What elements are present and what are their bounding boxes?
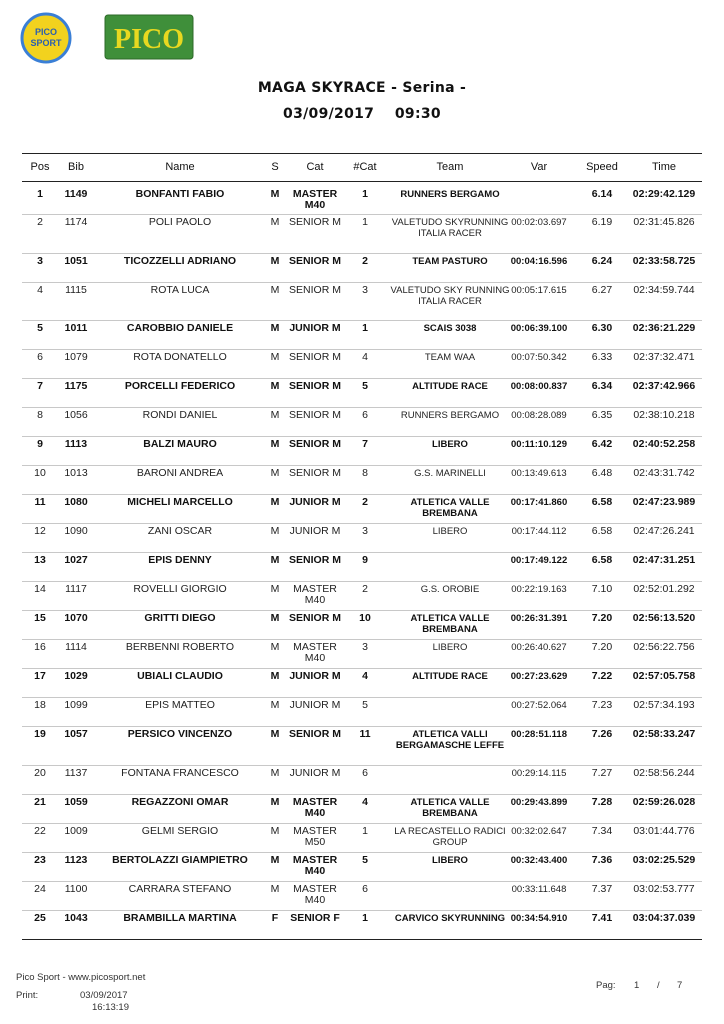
cell-pos: 5	[37, 322, 43, 334]
cell-s: F	[271, 912, 279, 924]
footer-page-label: Pag:	[596, 980, 616, 991]
cell-bib: 1174	[64, 216, 88, 228]
cell-ncat: 6	[362, 767, 368, 779]
cell-var: 00:05:17.615	[511, 285, 567, 296]
cell-pos: 11	[34, 496, 46, 508]
cell-team: VALETUDO SKY RUNNING ITALIA RACER	[390, 285, 510, 307]
cell-s: M	[270, 409, 280, 421]
table-row	[22, 697, 702, 727]
cell-pos: 3	[37, 255, 43, 267]
cell-time: 03:02:25.529	[632, 854, 696, 866]
cell-cat: SENIOR M	[289, 409, 341, 421]
cell-cat: SENIOR M	[289, 612, 341, 624]
cell-time: 02:31:45.826	[633, 216, 695, 228]
cell-var: 00:02:03.697	[511, 217, 567, 228]
cell-s: M	[270, 883, 280, 895]
cell-time: 02:58:56.244	[633, 767, 695, 779]
cell-var: 00:28:51.118	[511, 729, 567, 740]
cell-bib: 1117	[65, 583, 87, 595]
table-row	[22, 214, 702, 254]
cell-name: MICHELI MARCELLO	[127, 496, 233, 508]
cell-s: M	[270, 496, 280, 508]
cell-time: 03:01:44.776	[633, 825, 695, 837]
cell-name: BALZI MAURO	[143, 438, 217, 450]
col-cat: Cat	[306, 161, 324, 173]
cell-var: 00:33:11.648	[511, 884, 567, 895]
cell-var: 00:17:41.860	[510, 497, 568, 508]
col-speed: Speed	[586, 161, 618, 173]
logo-right-text: PICO	[114, 24, 184, 55]
cell-bib: 1123	[64, 854, 88, 866]
table-row	[22, 378, 702, 408]
cell-bib: 1137	[64, 767, 88, 779]
cell-team: LIBERO	[432, 526, 468, 537]
cell-cat: JUNIOR M	[289, 670, 341, 682]
cell-speed: 7.20	[591, 641, 613, 653]
footer-page-sep: /	[657, 980, 660, 991]
cell-speed: 7.34	[591, 825, 613, 837]
cell-speed: 6.14	[591, 188, 613, 200]
cell-bib: 1114	[65, 641, 87, 653]
cell-ncat: 1	[362, 216, 368, 228]
table-row	[22, 186, 702, 215]
cell-team: TEAM WAA	[424, 352, 476, 363]
cell-bib: 1057	[64, 728, 88, 740]
cell-var: 00:13:49.613	[511, 468, 567, 479]
cell-time: 02:58:33.247	[632, 728, 696, 740]
cell-speed: 7.22	[591, 670, 613, 682]
cell-team: ATLETICA VALLI BERGAMASCHE LEFFE	[395, 729, 505, 751]
logo-left-text-2: SPORT	[30, 38, 62, 48]
cell-cat: SENIOR M	[289, 467, 341, 479]
cell-time: 02:52:01.292	[633, 583, 695, 595]
cell-team: LIBERO	[432, 855, 468, 866]
cell-time: 02:56:13.520	[632, 612, 696, 624]
cell-cat: SENIOR M	[289, 255, 341, 267]
cell-pos: 4	[37, 284, 43, 296]
cell-var: 00:27:23.629	[510, 671, 568, 682]
cell-s: M	[270, 216, 280, 228]
cell-team: LIBERO	[432, 642, 468, 653]
cell-cat: MASTER M40	[293, 883, 337, 906]
cell-speed: 7.10	[591, 583, 613, 595]
cell-cat: SENIOR M	[289, 380, 341, 392]
cell-pos: 14	[34, 583, 46, 595]
cell-bib: 1079	[64, 351, 88, 363]
table-row	[22, 910, 702, 940]
pico-brand-logo	[104, 14, 194, 60]
table-row	[22, 794, 702, 824]
cell-speed: 6.58	[591, 525, 613, 537]
table-row	[22, 610, 702, 640]
cell-bib: 1175	[64, 380, 88, 392]
cell-bib: 1013	[64, 467, 88, 479]
cell-speed: 7.20	[591, 612, 613, 624]
cell-pos: 18	[34, 699, 46, 711]
cell-speed: 7.27	[591, 767, 613, 779]
col-time: Time	[651, 161, 677, 173]
cell-pos: 15	[34, 612, 46, 624]
cell-cat: SENIOR M	[289, 284, 341, 296]
table-row	[22, 552, 702, 582]
cell-name: PERSICO VINCENZO	[127, 728, 233, 740]
cell-ncat: 6	[362, 409, 368, 421]
cell-var: 00:11:10.129	[511, 439, 567, 450]
col-ncat: #Cat	[353, 161, 377, 173]
cell-name: EPIS DENNY	[148, 554, 212, 566]
cell-name: FONTANA FRANCESCO	[121, 767, 239, 779]
cell-speed: 7.28	[591, 796, 613, 808]
cell-speed: 6.42	[591, 438, 613, 450]
cell-ncat: 4	[362, 351, 368, 363]
table-row	[22, 726, 702, 766]
cell-bib: 1059	[64, 796, 88, 808]
cell-ncat: 5	[362, 380, 368, 392]
cell-ncat: 9	[362, 554, 368, 566]
cell-team: SCAIS 3038	[423, 323, 477, 334]
cell-ncat: 2	[362, 583, 368, 595]
cell-cat: SENIOR F	[290, 912, 340, 924]
col-team: Team	[436, 161, 464, 173]
cell-s: M	[270, 825, 280, 837]
cell-speed: 6.24	[591, 255, 613, 267]
cell-speed: 6.34	[591, 380, 613, 392]
cell-ncat: 8	[362, 467, 368, 479]
cell-ncat: 5	[362, 699, 368, 711]
cell-speed: 6.19	[591, 216, 613, 228]
cell-speed: 6.33	[591, 351, 613, 363]
cell-cat: JUNIOR M	[289, 767, 341, 779]
cell-s: M	[270, 467, 280, 479]
cell-bib: 1011	[64, 322, 88, 334]
cell-s: M	[270, 554, 280, 566]
cell-var: 00:07:50.342	[511, 352, 567, 363]
cell-bib: 1070	[64, 612, 88, 624]
cell-s: M	[270, 728, 280, 740]
cell-time: 02:34:59.744	[633, 284, 695, 296]
cell-s: M	[270, 767, 280, 779]
table-row	[22, 823, 702, 853]
cell-ncat: 10	[359, 612, 371, 624]
cell-s: M	[270, 188, 280, 200]
table-row	[22, 494, 702, 524]
table-row	[22, 253, 702, 283]
cell-pos: 1	[37, 188, 43, 200]
cell-team: G.S. OROBIE	[420, 584, 480, 595]
cell-var: 00:32:43.400	[510, 855, 568, 866]
cell-bib: 1149	[64, 188, 88, 200]
cell-var: 00:29:14.115	[511, 768, 567, 779]
cell-time: 02:29:42.129	[632, 188, 696, 200]
table-row	[22, 282, 702, 321]
table-row	[22, 852, 702, 882]
cell-name: UBIALI CLAUDIO	[137, 670, 223, 682]
cell-pos: 24	[34, 883, 46, 895]
cell-pos: 23	[34, 854, 46, 866]
cell-pos: 9	[37, 438, 43, 450]
table-row	[22, 407, 702, 437]
cell-s: M	[270, 351, 280, 363]
footer-site: Pico Sport - www.picosport.net	[16, 972, 146, 983]
cell-speed: 6.27	[591, 284, 613, 296]
cell-speed: 6.30	[591, 322, 613, 334]
cell-time: 02:47:23.989	[632, 496, 696, 508]
cell-bib: 1056	[64, 409, 88, 421]
cell-pos: 17	[34, 670, 46, 682]
cell-ncat: 5	[362, 854, 368, 866]
cell-var: 00:17:49.122	[510, 555, 568, 566]
cell-team: ATLETICA VALLE BREMBANA	[410, 613, 490, 635]
cell-var: 00:26:31.391	[510, 613, 568, 624]
cell-ncat: 2	[362, 255, 368, 267]
cell-speed: 6.35	[591, 409, 613, 421]
cell-pos: 2	[37, 216, 43, 228]
pico-sport-logo	[20, 12, 72, 64]
cell-time: 02:47:26.241	[633, 525, 695, 537]
cell-speed: 7.36	[591, 854, 613, 866]
cell-bib: 1043	[64, 912, 88, 924]
cell-s: M	[270, 641, 280, 653]
footer-page-current: 1	[634, 980, 640, 991]
cell-cat: SENIOR M	[289, 216, 341, 228]
table-row	[22, 320, 702, 350]
col-name: Name	[165, 161, 195, 173]
cell-time: 02:37:32.471	[633, 351, 695, 363]
cell-name: RONDI DANIEL	[142, 409, 218, 421]
cell-s: M	[270, 796, 280, 808]
cell-name: BARONI ANDREA	[136, 467, 224, 479]
cell-name: BONFANTI FABIO	[135, 188, 225, 200]
cell-time: 02:59:26.028	[632, 796, 696, 808]
cell-name: GRITTI DIEGO	[144, 612, 216, 624]
cell-team: LIBERO	[432, 439, 468, 450]
cell-ncat: 3	[362, 641, 368, 653]
cell-team: G.S. MARINELLI	[414, 468, 486, 479]
cell-ncat: 1	[362, 825, 368, 837]
cell-team: ATLETICA VALLE BREMBANA	[410, 497, 490, 519]
cell-bib: 1115	[65, 284, 87, 296]
cell-var: 00:27:52.064	[511, 700, 567, 711]
cell-bib: 1009	[64, 825, 88, 837]
cell-ncat: 7	[362, 438, 368, 450]
cell-s: M	[270, 255, 280, 267]
cell-ncat: 2	[362, 496, 368, 508]
cell-var: 00:22:19.163	[511, 584, 567, 595]
cell-ncat: 6	[362, 883, 368, 895]
cell-var: 00:29:43.899	[510, 797, 568, 808]
cell-name: ROVELLI GIORGIO	[133, 583, 227, 595]
cell-bib: 1051	[64, 255, 88, 267]
cell-speed: 7.37	[591, 883, 613, 895]
cell-ncat: 1	[362, 188, 368, 200]
cell-team: ALTITUDE RACE	[412, 381, 488, 392]
cell-name: CAROBBIO DANIELE	[126, 322, 234, 334]
cell-bib: 1099	[64, 699, 88, 711]
footer-page-total: 7	[677, 980, 683, 991]
cell-team: LA RECASTELLO RADICI GROUP	[394, 826, 506, 848]
cell-time: 02:43:31.742	[633, 467, 695, 479]
table-row	[22, 881, 702, 911]
cell-pos: 25	[34, 912, 46, 924]
cell-var: 00:04:16.596	[510, 256, 568, 267]
table-row	[22, 765, 702, 795]
cell-ncat: 3	[362, 284, 368, 296]
table-top-rule	[22, 153, 702, 154]
cell-name: PORCELLI FEDERICO	[124, 380, 236, 392]
cell-bib: 1090	[64, 525, 88, 537]
cell-cat: SENIOR M	[289, 438, 341, 450]
cell-time: 03:02:53.777	[633, 883, 695, 895]
cell-name: EPIS MATTEO	[145, 699, 215, 711]
cell-cat: MASTER M40	[292, 796, 338, 819]
table-header-rule	[22, 181, 702, 182]
cell-speed: 7.23	[591, 699, 613, 711]
table-row	[22, 436, 702, 466]
cell-ncat: 1	[362, 322, 368, 334]
cell-cat: MASTER M40	[293, 641, 337, 664]
cell-time: 02:56:22.756	[633, 641, 695, 653]
cell-team: VALETUDO SKYRUNNING ITALIA RACER	[391, 217, 509, 239]
cell-team: ATLETICA VALLE BREMBANA	[410, 797, 490, 819]
cell-bib: 1113	[64, 438, 88, 450]
cell-var: 00:26:40.627	[511, 642, 567, 653]
cell-cat: MASTER M40	[292, 188, 338, 211]
cell-team: RUNNERS BERGAMO	[400, 410, 500, 421]
cell-s: M	[270, 380, 280, 392]
cell-team: CARVICO SKYRUNNING	[394, 913, 506, 924]
cell-speed: 6.58	[591, 496, 613, 508]
cell-name: BERBENNI ROBERTO	[125, 641, 235, 653]
cell-s: M	[270, 322, 280, 334]
cell-pos: 21	[34, 796, 46, 808]
col-bib: Bib	[68, 161, 84, 173]
cell-bib: 1080	[64, 496, 88, 508]
cell-cat: MASTER M40	[292, 854, 338, 877]
cell-time: 02:37:42.966	[632, 380, 696, 392]
cell-time: 02:57:34.193	[633, 699, 695, 711]
cell-time: 02:33:58.725	[632, 255, 696, 267]
cell-cat: MASTER M50	[293, 825, 337, 848]
cell-s: M	[270, 612, 280, 624]
cell-name: POLI PAOLO	[148, 216, 212, 228]
cell-pos: 7	[37, 380, 43, 392]
cell-bib: 1029	[64, 670, 88, 682]
cell-speed: 7.26	[591, 728, 613, 740]
race-title: MAGA SKYRACE - Serina -	[257, 80, 467, 96]
cell-name: ZANI OSCAR	[147, 525, 213, 537]
cell-speed: 6.58	[591, 554, 613, 566]
table-row	[22, 349, 702, 379]
cell-cat: SENIOR M	[289, 351, 341, 363]
cell-pos: 10	[34, 467, 46, 479]
cell-time: 02:47:31.251	[632, 554, 696, 566]
cell-time: 02:36:21.229	[632, 322, 696, 334]
cell-pos: 19	[34, 728, 46, 740]
cell-cat: SENIOR M	[289, 728, 341, 740]
cell-name: TICOZZELLI ADRIANO	[123, 255, 237, 267]
cell-s: M	[270, 670, 280, 682]
cell-cat: SENIOR M	[289, 554, 341, 566]
table-row	[22, 581, 702, 611]
cell-name: ROTA DONATELLO	[133, 351, 227, 363]
cell-time: 03:04:37.039	[632, 912, 696, 924]
cell-pos: 12	[34, 525, 46, 537]
cell-ncat: 3	[362, 525, 368, 537]
cell-bib: 1100	[64, 883, 88, 895]
cell-name: ROTA LUCA	[150, 284, 210, 296]
cell-name: REGAZZONI OMAR	[131, 796, 229, 808]
cell-speed: 7.41	[591, 912, 613, 924]
race-datetime: 03/09/2017 09:30	[283, 106, 441, 122]
cell-pos: 8	[37, 409, 43, 421]
cell-team: RUNNERS BERGAMO	[400, 189, 500, 200]
cell-var: 00:06:39.100	[510, 323, 568, 334]
cell-s: M	[270, 525, 280, 537]
cell-cat: JUNIOR M	[289, 496, 341, 508]
cell-pos: 13	[34, 554, 46, 566]
cell-team: TEAM PASTURO	[412, 256, 488, 267]
cell-cat: MASTER M40	[293, 583, 337, 606]
col-var: Var	[530, 161, 548, 173]
cell-name: BERTOLAZZI GIAMPIETRO	[112, 854, 248, 866]
logo-left-text-1: PICO	[34, 27, 58, 37]
cell-s: M	[270, 438, 280, 450]
cell-cat: JUNIOR M	[289, 322, 341, 334]
col-pos: Pos	[30, 161, 50, 173]
cell-pos: 22	[34, 825, 46, 837]
cell-bib: 1027	[64, 554, 88, 566]
footer-print-time: 16:13:19	[92, 1002, 129, 1013]
table-row	[22, 639, 702, 669]
cell-ncat: 4	[362, 670, 368, 682]
cell-s: M	[270, 284, 280, 296]
cell-ncat: 11	[359, 728, 371, 740]
cell-name: GELMI SERGIO	[141, 825, 219, 837]
cell-var: 00:34:54.910	[510, 913, 568, 924]
cell-s: M	[270, 699, 280, 711]
table-row	[22, 523, 702, 553]
footer-print-label: Print:	[16, 990, 39, 1001]
cell-time: 02:40:52.258	[632, 438, 696, 450]
col-sex: S	[271, 161, 279, 173]
cell-name: BRAMBILLA MARTINA	[123, 912, 237, 924]
cell-var: 00:17:44.112	[511, 526, 567, 537]
cell-team: ALTITUDE RACE	[412, 671, 488, 682]
cell-time: 02:57:05.758	[632, 670, 696, 682]
cell-ncat: 1	[362, 912, 368, 924]
cell-var: 00:32:02.647	[511, 826, 567, 837]
cell-pos: 20	[34, 767, 46, 779]
cell-s: M	[270, 583, 280, 595]
cell-var: 00:08:28.089	[511, 410, 567, 421]
cell-s: M	[270, 854, 280, 866]
cell-ncat: 4	[362, 796, 368, 808]
cell-pos: 16	[34, 641, 46, 653]
cell-name: CARRARA STEFANO	[128, 883, 232, 895]
cell-time: 02:38:10.218	[633, 409, 695, 421]
cell-pos: 6	[37, 351, 43, 363]
cell-speed: 6.48	[591, 467, 613, 479]
cell-var: 00:08:00.837	[510, 381, 568, 392]
table-row	[22, 465, 702, 495]
cell-cat: JUNIOR M	[289, 525, 341, 537]
table-header	[22, 162, 702, 178]
cell-cat: JUNIOR M	[289, 699, 341, 711]
footer-print-date: 03/09/2017	[80, 990, 128, 1001]
table-row	[22, 668, 702, 698]
